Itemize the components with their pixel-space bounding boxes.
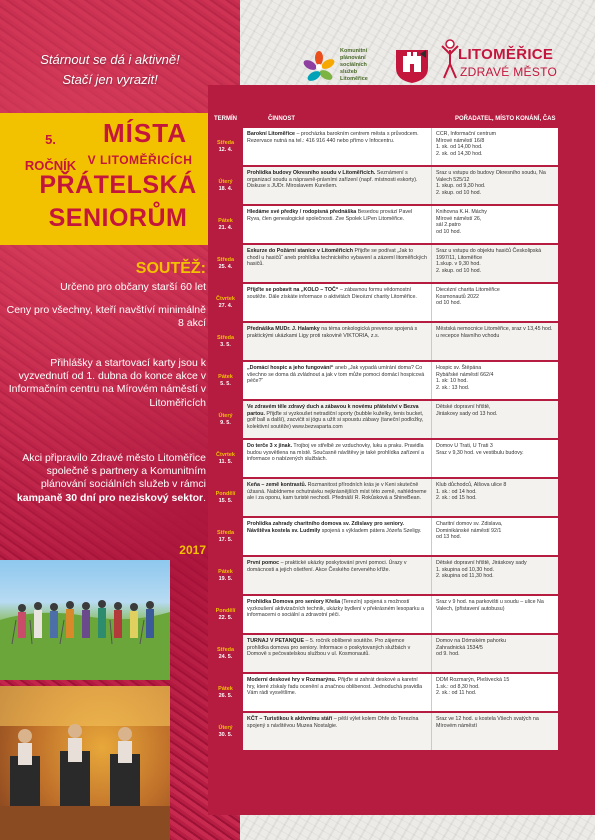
title-line-3: PŘÁTELSKÁ — [39, 171, 197, 199]
table-header — [208, 110, 560, 128]
event-organizer: Domov U Trati, U Trati 3 Sraz v 9,30 hod. ve vestibulu budovy. — [432, 440, 558, 477]
table-row — [208, 713, 560, 750]
event-day: 17. 5. — [218, 536, 233, 543]
event-weekday: Pondělí — [215, 490, 236, 497]
event-organizer: Domov na Dómském pahorku Zahradnická 1534/5 od 9. hod. — [432, 635, 558, 672]
event-activity — [243, 557, 432, 594]
table-row — [208, 167, 560, 204]
kps-text: Komunitní plánování sociálních služeb Litoměřice — [340, 48, 368, 82]
event-organizer: Sraz u vstupu do objektu hasičů Českolipská 1997/11, Litoměřice 1.skup. v 9,30 hod. 2. skup. od 10 hod. — [432, 245, 558, 282]
kps-logo — [302, 46, 382, 86]
table-row — [208, 206, 560, 243]
competition-prizes: Ceny pro všechny, kteří navštíví minimálně 8 akcí — [6, 304, 206, 330]
event-date — [208, 401, 243, 438]
event-day: 22. 5. — [218, 614, 233, 621]
slogan — [10, 50, 210, 90]
event-date — [208, 362, 243, 399]
fitness-illustration — [0, 686, 170, 840]
event-date — [208, 635, 243, 672]
event-weekday: Středa — [216, 334, 235, 341]
event-description: Rozmanitost přírodních krás je v Keni skutečně úžasná. Nabídneme ochutnávku nejkrásnějších míst této země, nahlédneme ale i za oponu, kam turisté nechodí. Přednáší R. Rokůsková a ShineBean. — [247, 482, 427, 502]
group-walking-illustration — [0, 560, 170, 680]
zdrave-mesto-subtitle: ZDRAVÉ MĚSTO — [460, 65, 558, 79]
event-weekday: Pátek — [218, 217, 233, 224]
event-day: 9. 5. — [220, 419, 231, 426]
event-day: 18. 4. — [218, 185, 233, 192]
event-weekday: Úterý — [218, 724, 233, 731]
event-day: 12. 4. — [218, 146, 233, 153]
event-organizer: Knihovna K.H. Máchy Mírové náměstí 26, sál 2.patro od 10 hod. — [432, 206, 558, 243]
table-row — [208, 479, 560, 516]
table-row — [208, 323, 560, 360]
event-organizer: Sraz v 9 hod. na parkovišti u soudu – ulice Na Valech, (přistavení autobusu) — [432, 596, 558, 633]
event-description: Trojboj ve střelbě ze vzduchovky, luku a praku. Pravidla budou vysvětlena na místě. Současně návštěvy je také prohlídka zařízení a informace o nabízených službách. — [247, 443, 424, 463]
table-row — [208, 518, 560, 555]
event-weekday: Pátek — [218, 568, 233, 575]
event-description: Besedou provází Pavel Ryva, člen genealogické společnosti. Zve Spolek LiPen Litoměřice. — [247, 209, 413, 222]
event-activity — [243, 440, 432, 477]
table-row — [208, 362, 560, 399]
event-date — [208, 479, 243, 516]
event-organizer: Charitní domov sv. Zdislava, Dominikánské náměstí 92/1 od 13 hod. — [432, 518, 558, 555]
event-date — [208, 596, 243, 633]
event-description: – procházka barokním centrem města s průvodcem. Rezervace nutná na tel.: 416 916 440 nebo přímo v Infocentru. — [247, 131, 419, 144]
competition-registration: Přihlášky a startovací karty jsou k vyzvednutí od 1. dubna do konce akce v Informačním centru na Mírovém náměstí v Litoměřicích — [8, 357, 206, 409]
event-weekday: Středa — [216, 529, 235, 536]
event-weekday: Čtvrtek — [216, 451, 235, 458]
event-organizer: DDM Rozmarýn, Plešivecká 15 1.sk.: od 8,30 hod. 2. sk.: od 11 hod. — [432, 674, 558, 711]
event-date — [208, 323, 243, 360]
event-date — [208, 167, 243, 204]
event-activity — [243, 362, 432, 399]
event-description: (Terezín) spojená s možností vyzkoušení aktivizačních technik, ukázky bydlení v překrásném lesoparku a informacemi o sociální a zdravotní péči. — [247, 599, 424, 619]
event-weekday: Pondělí — [215, 607, 236, 614]
header-term: TERMÍN — [214, 116, 237, 122]
city-crest-icon — [392, 46, 432, 84]
event-weekday: Středa — [216, 139, 235, 146]
event-activity — [243, 713, 432, 750]
table-row — [208, 401, 560, 438]
event-title: Prohlídka zahrady charitního domova sv. Zdislavy pro seniory. Návštěva kostela sv. Ludmily — [247, 521, 404, 534]
event-activity — [243, 479, 432, 516]
edition-badge: 5. ROČNÍK — [24, 132, 77, 173]
table-row — [208, 596, 560, 633]
event-activity — [243, 206, 432, 243]
table-row — [208, 440, 560, 477]
organizers-period: . — [203, 491, 206, 504]
event-date — [208, 557, 243, 594]
event-title: První pomoc — [247, 560, 280, 566]
event-activity — [243, 284, 432, 321]
competition-organizers — [6, 452, 206, 505]
event-title: Exkurze do Požární stanice v Litoměřicích — [247, 248, 353, 254]
event-day: 3. 5. — [220, 341, 231, 348]
event-organizer: Klub důchodců, Alšova ulice 8 1. sk.: od 14 hod. 2. sk.: od 15 hod. — [432, 479, 558, 516]
event-day: 11. 5. — [218, 458, 233, 465]
event-weekday: Čtvrtek — [216, 295, 235, 302]
table-row — [208, 635, 560, 672]
event-date — [208, 128, 243, 165]
event-organizer: Městská nemocnice Litoměřice, sraz v 13,45 hod. u recepce hlavního vchodu — [432, 323, 558, 360]
event-date — [208, 440, 243, 477]
event-organizer: Diecézní charita Litoměřice Kosmonautů 2022 od 10 hod. — [432, 284, 558, 321]
event-organizer: Hospic sv. Štěpána Rybářské náměstí 662/4 1. sk: 10 hod. 2. sk.: 13 hod. — [432, 362, 558, 399]
event-description: aneb „Jak vypadá umírání doma? Co všechno se doma dá zvládnout a jak v tom může pomoci domácí hospicová péče?“ — [247, 365, 425, 385]
event-day: 21. 4. — [218, 224, 233, 231]
event-title: Přijďte se pobavit na „KOLO – TOČ“ — [247, 287, 339, 293]
organizers-text: Akci připravilo Zdravé město Litoměřice společně s partnery a Komunitním plánování sociálních služeb v rámci — [22, 452, 206, 491]
competition-heading: SOUTĚŽ: — [135, 260, 206, 277]
event-description: Přijďte si zahrát deskové a karetní hry, které získaly řadu ocenění a značnou oblibenost. Jednoduchá pravidla Vám rádi vysvětlíme. — [247, 677, 423, 697]
table-row — [208, 557, 560, 594]
table-row — [208, 245, 560, 282]
event-description: Přijďte se podívat „Jak to chodí u hasičů“ aneb prohlídka technického vybavení a zázemí litoměřických hasičů. — [247, 248, 427, 268]
group-walking-photo — [0, 560, 170, 680]
event-activity — [243, 401, 432, 438]
event-activity — [243, 635, 432, 672]
event-organizer: Dětské dopravní hřiště, Jiráskovy sady od 13 hod. — [432, 401, 558, 438]
zdrave-mesto-logo — [440, 38, 590, 86]
table-row — [208, 128, 560, 165]
table-row — [208, 674, 560, 711]
header-organizer: POŘADATEL, MÍSTO KONÁNÍ, ČAS — [455, 116, 556, 122]
event-date — [208, 284, 243, 321]
event-description: – zábavnou formu vědomostní soutěže. Dále získáte informace o aktivitách Diecézní charity Litoměřice. — [247, 287, 417, 300]
title-line-2: V LITOMĚŘICÍCH — [87, 153, 193, 167]
event-weekday: Úterý — [218, 178, 233, 185]
zdrave-mesto-title: LITOMĚŘICE — [458, 46, 554, 63]
event-title: „Domácí hospic a jeho fungování“ — [247, 365, 334, 371]
event-description: spojená s výkladem pátera Józefa Szeligy. — [320, 527, 422, 534]
event-weekday: Pátek — [218, 685, 233, 692]
event-title: Keňa – země kontrastů. — [247, 482, 307, 488]
event-description: Přijďte si vyzkoušet netradiční sporty (bubble kuželky, tenis bucket, golf ball a další), zacvičit si jógu a užít si spoustu zábavy (taneční podložky, kolektivní soutěže) www.bezvaparta.com — [247, 410, 424, 430]
event-title: Ve zdravém těle zdravý duch a zábavou k novému přátelství v Bezva partou. — [247, 404, 419, 417]
event-organizer: Dětské dopravní hřiště, Jiráskovy sady 1. skupina od 10,30 hod. 2. skupina od 11,30 hod. — [432, 557, 558, 594]
event-day: 5. 5. — [220, 380, 231, 387]
event-title: Moderní deskové hry v Rozmarýnu. — [247, 677, 337, 683]
table-row — [208, 284, 560, 321]
event-day: 15. 5. — [218, 497, 233, 504]
slogan-line-2: Stačí jen vyrazit! — [62, 72, 158, 87]
event-title: TURNAJ V PETANQUE — [247, 638, 304, 644]
event-day: 24. 5. — [218, 653, 233, 660]
event-title: Prohlídka Domova pro seniory Křeša — [247, 599, 341, 605]
campaign-name: kampaně 30 dní pro neziskový sektor — [16, 491, 204, 504]
event-activity — [243, 167, 432, 204]
event-activity — [243, 245, 432, 282]
event-day: 27. 4. — [218, 302, 233, 309]
event-organizer: CCR, Informační centrum Mírové náměstí 16/8 1. sk. od 14,00 hod. 2. sk. od 14,30 hod. — [432, 128, 558, 165]
event-weekday: Pátek — [218, 373, 233, 380]
event-date — [208, 245, 243, 282]
event-activity — [243, 128, 432, 165]
event-day: 30. 5. — [218, 731, 233, 738]
fitness-photo — [0, 686, 170, 840]
event-activity — [243, 596, 432, 633]
table-body — [208, 128, 560, 750]
event-title: Přednáška MUDr. J. Halamky — [247, 326, 320, 332]
event-description: na téma onkologická prevence spojená s praktickými ukázkami Ligy proti rakovině VIKTORIA, z.s. — [247, 326, 418, 339]
event-activity — [243, 323, 432, 360]
event-day: 26. 5. — [218, 692, 233, 699]
event-description: – 5. ročník oblíbené soutěže. Pro zájemce prohlídka domova pro seniory. Informace o poskytovaných službách v Domově s pečovatelskou službou v ul. Kosmonautů. — [247, 638, 411, 658]
competition-eligibility: Určeno pro občany starší 60 let — [60, 281, 206, 293]
event-organizer: Sraz u vstupu do budovy Okresního soudu, Na Valech 525/12 1. skup. od 9,30 hod. 2. skup. od 10 hod. — [432, 167, 558, 204]
event-title: Hledáme své předky / rodopisná přednáška — [247, 209, 357, 215]
event-description: – pěší výlet kolem Ohře do Terezína spojený s návštěvou Muzea Nostalgie. — [247, 716, 419, 729]
event-title: Barokní Litoměřice — [247, 131, 295, 137]
event-date — [208, 713, 243, 750]
event-weekday: Úterý — [218, 412, 233, 419]
event-date — [208, 206, 243, 243]
header-activity: ČINNOST — [268, 116, 295, 122]
event-organizer: Sraz ve 12 hod. u kostela Všech svatých na Mírovém náměstí — [432, 713, 558, 750]
leaves-icon — [302, 50, 336, 84]
event-weekday: Středa — [216, 256, 235, 263]
event-day: 25. 4. — [218, 263, 233, 270]
event-activity — [243, 518, 432, 555]
title-line-1: MÍSTA — [103, 118, 187, 148]
event-description: – praktické ukázky poskytování první pomoci. Úrazy v domácnosti a jejich ošetření. Akce Českého červeného kříže. — [247, 560, 407, 573]
event-weekday: Středa — [216, 646, 235, 653]
year: 2017 — [179, 543, 206, 557]
event-day: 19. 5. — [218, 575, 233, 582]
event-date — [208, 518, 243, 555]
event-title: KČT – Turistikou k aktivnímu stáří — [247, 716, 333, 722]
events-table — [208, 110, 560, 752]
slogan-line-1: Stárnout se dá i aktivně! — [40, 52, 180, 67]
title-line-4: SENIORŮM — [48, 204, 188, 232]
event-description: Seznámení s organizací soudu a nápravně-právními zařízení (např. místnosti eskorty). Diskuse s JUDr. Miroslavem Kurešem. — [247, 170, 418, 190]
event-date — [208, 674, 243, 711]
event-title: Do terče 3 x jinak. — [247, 443, 293, 449]
event-title: Prohlídka budovy Okresního soudu v Litoměřicích. — [247, 170, 376, 176]
event-activity — [243, 674, 432, 711]
